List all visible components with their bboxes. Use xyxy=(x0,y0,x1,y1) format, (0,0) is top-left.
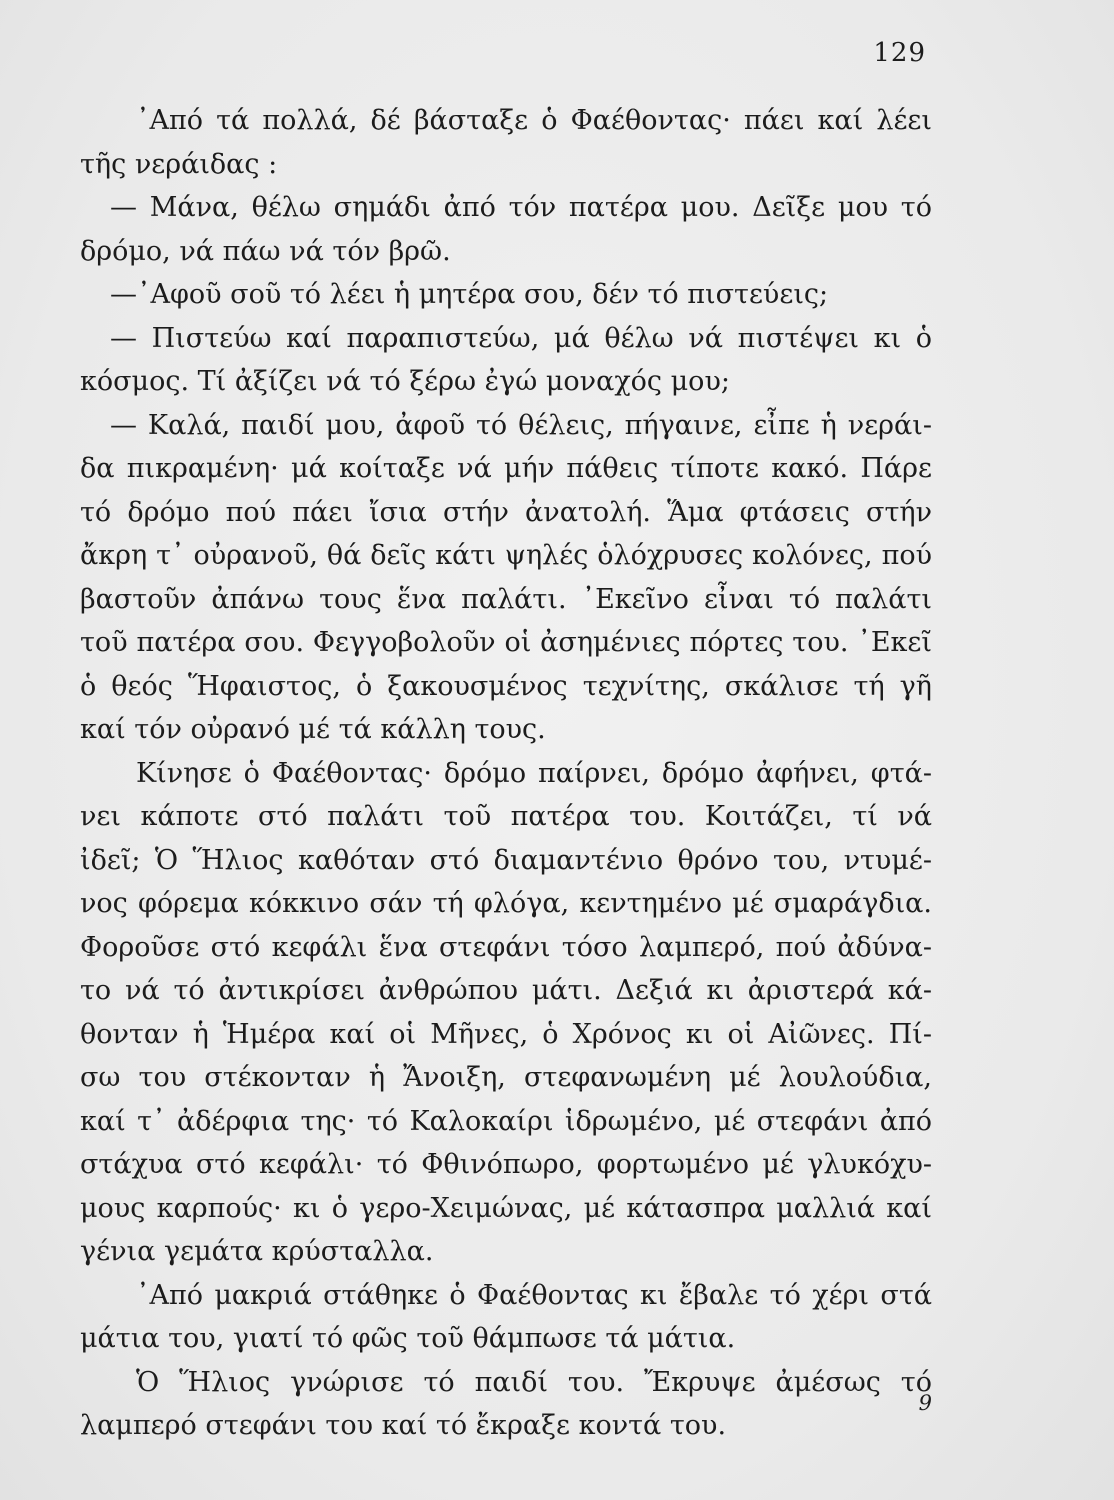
text-line: στάχυα στό κεφάλι· τό Φθινόπωρο, φορτωμένο μέ γλυκόχυ- xyxy=(80,1149,932,1180)
text-line: γένια γεμάτα κρύσταλλα. xyxy=(80,1236,434,1267)
text-line: Κίνησε ὁ Φαέθοντας· δρόμο παίρνει, δρόμο ἀφήνει, φτά- xyxy=(136,757,932,789)
text-line: κόσμος. Τί ἀξίζει νά τό ξέρω ἐγώ μοναχός μου; xyxy=(80,366,730,397)
text-line: βαστοῦν ἀπάνω τους ἕνα παλάτι. ᾿Εκεῖνο εἶναι τό παλάτι xyxy=(80,583,932,615)
text-line: μάτια του, γιατί τό φῶς τοῦ θάμπωσε τά μάτια. xyxy=(80,1323,736,1354)
text-line: ᾿Από τά πολλά, δέ βάσταξε ὁ Φαέθοντας· πάει καί λέει xyxy=(136,105,932,136)
text-line: καί τ᾿ ἀδέρφια της· τό Καλοκαίρι ἱδρωμένο, μέ στεφάνι ἀπό xyxy=(80,1105,932,1137)
text-line: ᾿Από μακριά στάθηκε ὁ Φαέθοντας κι ἔβαλε τό χέρι στά xyxy=(136,1279,932,1311)
body-text xyxy=(80,99,932,1448)
text-line: Φοροῦσε στό κεφάλι ἕνα στεφάνι τόσο λαμπερό, πού ἀδύνα- xyxy=(80,931,932,963)
text-line: Ὁ Ἥλιος γνώρισε τό παιδί του. Ἔκρυψε ἀμέσως τό xyxy=(136,1366,932,1398)
text-line: — Καλά, παιδί μου, ἀφοῦ τό θέλεις, πήγαινε, εἶπε ἡ νεράι- xyxy=(110,409,932,441)
text-line: τό δρόμο πού πάει ἴσια στήν ἀνατολή. Ἅμα φτάσεις στήν xyxy=(80,496,932,528)
text-line: —᾿Αφοῦ σοῦ τό λέει ἡ μητέρα σου, δέν τό πιστεύεις; xyxy=(110,279,829,310)
text-line: — Πιστεύω καί παραπιστεύω, μά θέλω νά πιστέψει κι ὁ xyxy=(110,322,932,354)
text-line: δρόμο, νά πάω νά τόν βρῶ. xyxy=(80,235,451,267)
text-line: σω του στέκονταν ἡ Ἄνοιξη, στεφανωμένη μέ λουλούδια, xyxy=(80,1062,932,1093)
text-line: τῆς νεράιδας : xyxy=(80,148,278,180)
text-line: δα πικραμένη· μά κοίταξε νά μήν πάθεις τίποτε κακό. Πάρε xyxy=(80,453,932,484)
text-line: το νά τό ἀντικρίσει ἀνθρώπου μάτι. Δεξιά κι ἀριστερά κά- xyxy=(80,975,932,1006)
text-line: τοῦ πατέρα σου. Φεγγοβολοῦν οἱ ἀσημένιες πόρτες του. ᾿Εκεῖ xyxy=(80,627,932,658)
text-line: νει κάποτε στό παλάτι τοῦ πατέρα του. Κοιτάζει, τί νά xyxy=(80,801,932,832)
text-line: ἄκρη τ᾿ οὐρανοῦ, θά δεῖς κάτι ψηλές ὁλόχρυσες κολόνες, πού xyxy=(80,540,932,571)
text-line: μους καρπούς· κι ὁ γερο-Χειμώνας, μέ κάτασπρα μαλλιά καί xyxy=(80,1192,932,1224)
text-line: θονταν ἡ Ἡμέρα καί οἱ Μῆνες, ὁ Χρόνος κι οἱ Αἰῶνες. Πί- xyxy=(80,1018,932,1050)
text-line: — Μάνα, θέλω σημάδι ἀπό τόν πατέρα μου. Δεῖξε μου τό xyxy=(110,192,932,223)
text-line: καί τόν οὐρανό μέ τά κάλλη τους. xyxy=(80,714,546,745)
text-line: ὁ θεός Ἥφαιστος, ὁ ξακουσμένος τεχνίτης, σκάλισε τή γῆ xyxy=(80,670,932,702)
signature-mark: 9 xyxy=(918,1391,932,1415)
page-number: 129 xyxy=(873,38,926,68)
text-line: ἰδεῖ; Ὁ Ἥλιος καθόταν στό διαμαντένιο θρόνο του, ντυμέ- xyxy=(80,844,932,876)
text-line: λαμπερό στεφάνι του καί τό ἔκραξε κοντά του. xyxy=(80,1410,727,1441)
text-line: νος φόρεμα κόκκινο σάν τή φλόγα, κεντημένο μέ σμαράγδια. xyxy=(80,888,932,919)
